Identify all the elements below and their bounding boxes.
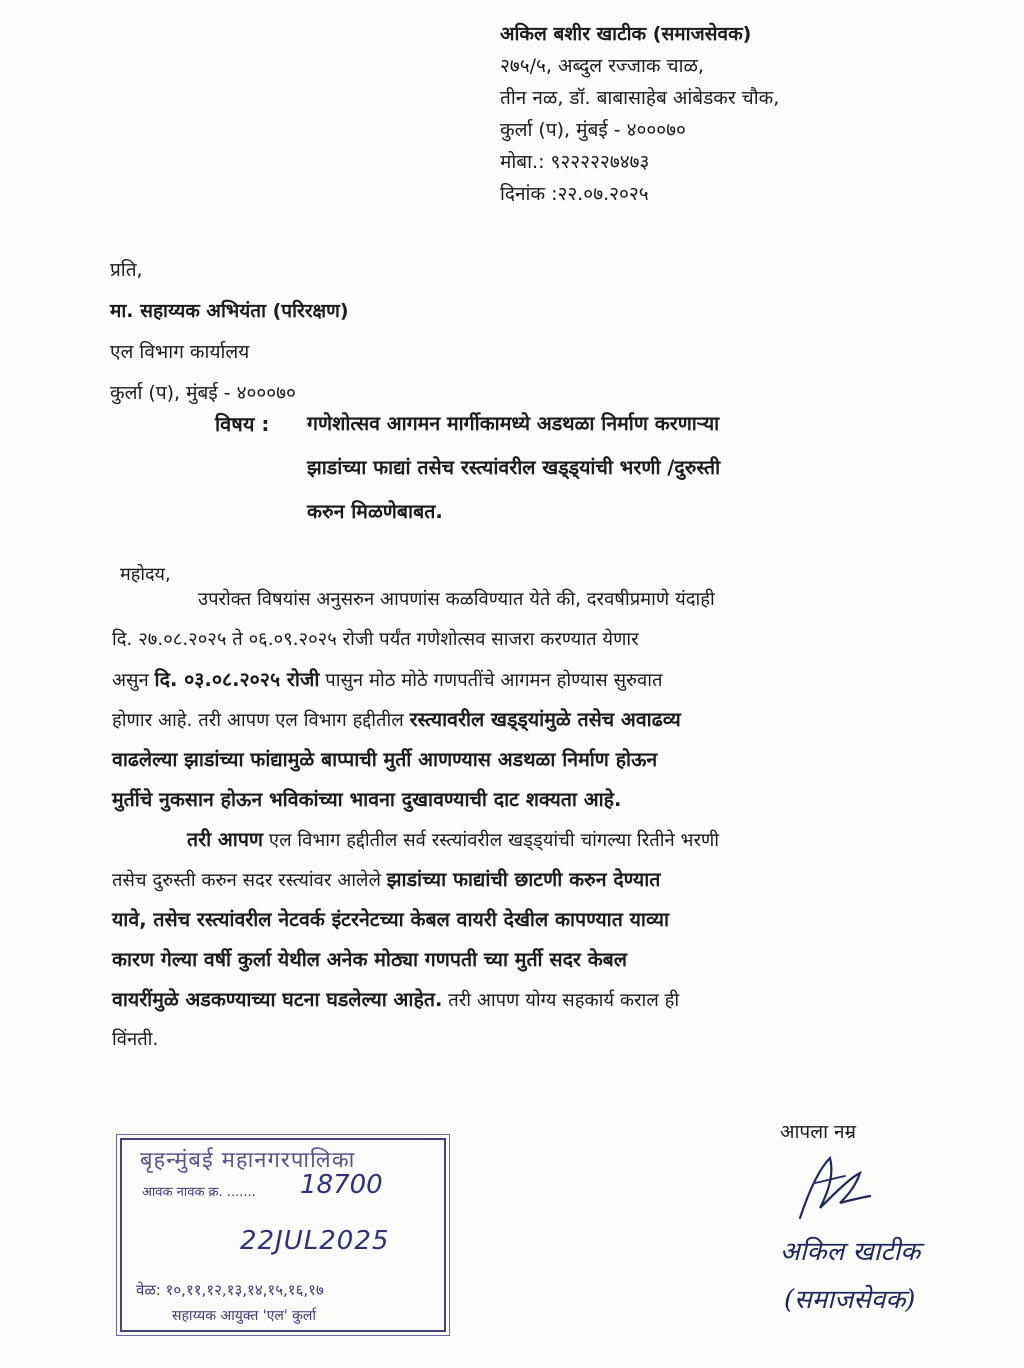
stamp-inward-label: आवक नावक क्र. ....... <box>142 1185 256 1200</box>
signature-role: (समाजसेवक) <box>784 1285 916 1315</box>
subject-line: झाडांच्या फाद्यां तसेच रस्त्यांवरील खड्ड्यांची भरणी /दुरुस्ती <box>307 456 721 479</box>
recipient-address: कुर्ला (प), मुंबई - ४०००७० <box>110 382 296 404</box>
sender-name: अकिल बशीर खाटीक (समाजसेवक) <box>500 23 752 45</box>
letter-date: दिनांक :२२.०७.२०२५ <box>500 183 649 205</box>
body-line: मुर्तीचे नुकसान होऊन भविकांच्या भावना दुखावण्याची दाट शक्यता आहे. <box>112 788 622 811</box>
signature-scribble-icon <box>790 1148 880 1228</box>
body-line: तसेच दुरुस्ती करुन सदर रस्त्यांवर आलेले झाडांच्या फाद्यांची छाटणी करुन देण्यात <box>112 868 661 891</box>
recipient-title: मा. सहाय्यक अभियंता (परिरक्षण) <box>110 300 349 322</box>
recipient-block <box>110 250 710 414</box>
recipient-office: एल विभाग कार्यालय <box>110 341 250 363</box>
body-line: असुन दि. ०३.०८.२०२५ रोजी पासुन मोठ मोठे गणपतींचे आगमन होण्यास सुरुवात <box>112 668 663 691</box>
body-line: दि. २७.०८.२०२५ ते ०६.०९.२०२५ रोजी पर्यंत गणेशोत्सव साजरा करण्यात येणार <box>112 629 639 650</box>
stamp-received-date: 22JUL2025 <box>240 1226 390 1256</box>
signature-name: अकिल खाटीक <box>780 1237 921 1267</box>
sender-block <box>500 18 880 210</box>
salutation: महोदय, <box>120 564 171 585</box>
sender-address-line3: कुर्ला (प), मुंबई - ४०००७० <box>500 119 686 141</box>
body-line: उपरोक्त विषयांस अनुसरुन आपणांस कळविण्यात येते की, दरवषीप्रमाणे यंदाही <box>198 589 715 610</box>
subject-line: करुन मिळणेबाबत. <box>307 500 443 523</box>
received-stamp <box>120 1138 446 1332</box>
stamp-title: बृहन्मुंबई महानगरपालिका <box>140 1148 356 1173</box>
body-line: विंनती. <box>112 1029 159 1050</box>
letter-body <box>112 578 972 1060</box>
stamp-office: सहाय्यक आयुक्त 'एल' कुर्ला <box>172 1308 317 1324</box>
sender-address-line2: तीन नळ, डॉ. बाबासाहेब आंबेडकर चौक, <box>500 87 780 109</box>
body-line: वाढलेल्या झाडांच्या फांद्यामुळे बाप्पाची मुर्ती आणण्यास अडथळा निर्माण होऊन <box>112 748 658 771</box>
body-line: वायरींमुळे अडकण्याच्या घटना घडलेल्या आहेत. तरी आपण योग्य सहकार्य कराल ही <box>112 988 680 1011</box>
recipient-prefix: प्रति, <box>110 259 143 281</box>
stamp-times: वेळ: १०,११,१२,१३,१४,१५,१६,१७ <box>136 1281 324 1299</box>
stamp-inward-number: 18700 <box>300 1170 383 1200</box>
signature-block <box>770 1148 1010 1348</box>
sender-address-line1: २७५/५, अब्दुल रज्जाक चाळ, <box>500 55 704 77</box>
sender-mobile: मोबा.: ९२२२२२७४७३ <box>500 151 650 173</box>
body-line: यावे, तसेच रस्त्यांवरील नेटवर्क इंटरनेटच्या केबल वायरी देखील कापण्यात याव्या <box>112 908 670 931</box>
body-line: होणार आहे. तरी आपण एल विभाग हद्दीतील रस्त्यावरील खड्ड्यांमुळे तसेच अवाढव्य <box>112 708 681 731</box>
body-line: तरी आपण एल विभाग हद्दीतील सर्व रस्त्यांवरील खड्ड्यांची चांगल्या रितीने भरणी <box>187 828 720 851</box>
subject-line: गणेशोत्सव आगमन मार्गीकामध्ये अडथळा निर्माण करणाऱ्या <box>307 412 720 435</box>
subject-label: विषय : <box>215 412 270 436</box>
closing: आपला नम्र <box>780 1121 856 1143</box>
body-line: कारण गेल्या वर्षी कुर्ला येथील अनेक मोठ्या गणपती च्या मुर्ती सदर केबल <box>112 948 628 971</box>
